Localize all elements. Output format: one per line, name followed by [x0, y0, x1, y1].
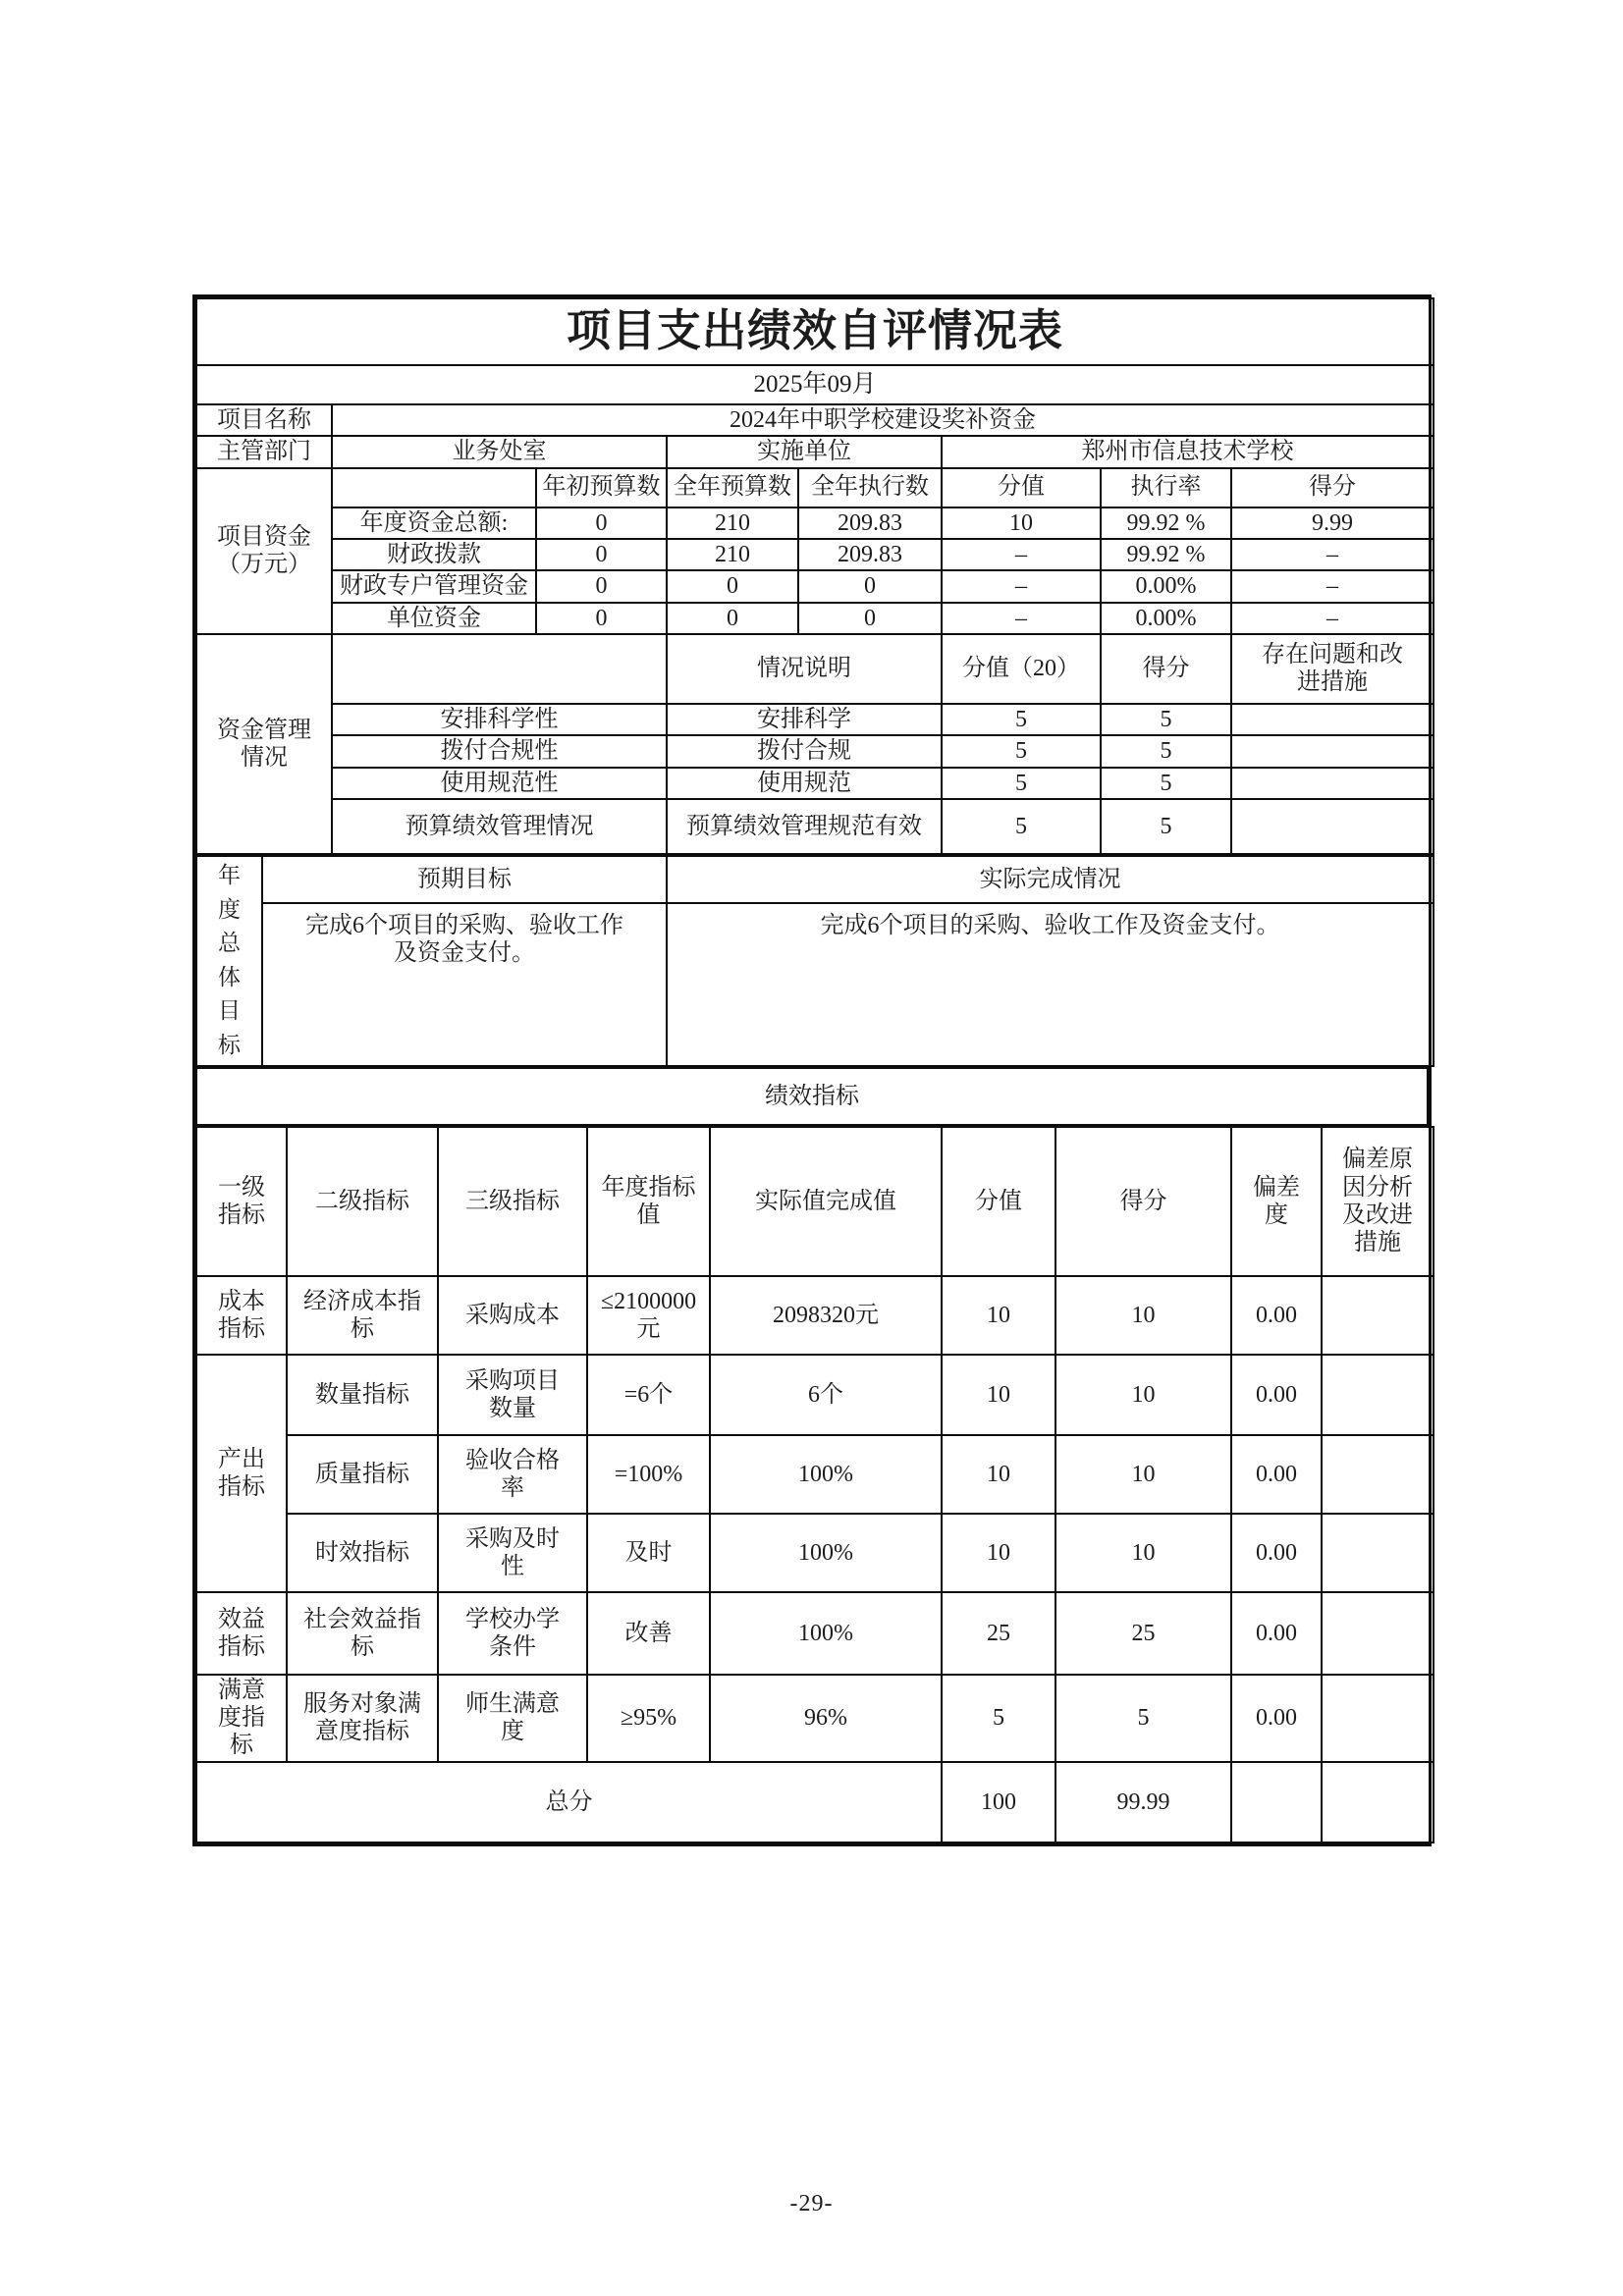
total-label: 总分 [196, 1762, 942, 1842]
management-header-issues-text: 存在问题和改进措施 [1262, 642, 1403, 696]
indicator-level2 [287, 1276, 438, 1355]
management-row-name: 使用规范性 [332, 768, 667, 799]
total-deviation-empty [1231, 1762, 1322, 1842]
header-and-funds-table [195, 297, 1434, 855]
report-date: 2025年09月 [196, 365, 1434, 404]
management-section-label-text: 资金管理情况 [217, 717, 311, 771]
indicator-score-value: 10 [942, 1276, 1055, 1355]
management-header-score-value: 分值（20） [942, 634, 1101, 704]
implementing-unit-label: 实施单位 [667, 436, 942, 467]
fund-annual-budget: 0 [667, 603, 798, 634]
indicator-level2-text: 经济成本指标 [303, 1288, 421, 1342]
indicator-target [587, 1276, 710, 1355]
management-row-score-value: 5 [942, 704, 1101, 735]
management-row-score: 5 [1101, 735, 1231, 767]
indicator-score: 10 [1055, 1514, 1231, 1592]
indicator-target [587, 1435, 710, 1514]
indicator-header-reason-text: 偏差原因分析及改进措施 [1342, 1147, 1413, 1256]
indicator-deviation: 0.00 [1231, 1355, 1322, 1435]
indicator-actual: 2098320元 [710, 1276, 942, 1355]
table-row [196, 704, 1434, 735]
indicator-target-text: ≤2100000元 [600, 1288, 697, 1342]
fund-annual-budget: 210 [667, 539, 798, 570]
indicators-banner: 绩效指标 [196, 1068, 1428, 1125]
table-row [196, 1592, 1434, 1675]
management-row-score: 5 [1101, 799, 1231, 854]
expected-goal-header: 预期目标 [262, 856, 667, 903]
indicator-target [587, 1355, 710, 1435]
indicators-banner-table [195, 1067, 1429, 1126]
indicator-reason [1322, 1435, 1434, 1514]
page-number: -29- [789, 2191, 834, 2216]
actual-completion-value: 完成6个项目的采购、验收工作及资金支付。 [667, 903, 1434, 1066]
indicator-level3 [438, 1675, 587, 1762]
indicator-score: 10 [1055, 1355, 1231, 1435]
expected-goal-value [262, 903, 667, 1066]
indicator-score-value: 25 [942, 1592, 1055, 1675]
indicator-level2 [287, 1675, 438, 1762]
indicator-level2 [287, 1435, 438, 1514]
fund-row-name: 财政专户管理资金 [332, 570, 536, 602]
fund-row-name: 财政拨款 [332, 539, 536, 570]
indicator-header-score: 得分 [1055, 1127, 1231, 1276]
fund-execution-rate: 0.00% [1101, 603, 1231, 634]
fund-score-value: – [942, 539, 1101, 570]
expected-goal-text: 完成6个项目的采购、验收工作及资金支付。 [305, 912, 623, 967]
management-row-score-value: 5 [942, 735, 1101, 767]
indicator-target-text: =6个 [623, 1381, 674, 1408]
funds-header-score: 得分 [1231, 468, 1434, 507]
funds-header-initial-budget: 年初预算数 [536, 468, 667, 507]
indicator-header-level2: 二级指标 [287, 1127, 438, 1276]
indicators-table [195, 1126, 1434, 1843]
indicator-reason [1322, 1675, 1434, 1762]
indicator-score: 10 [1055, 1435, 1231, 1514]
indicator-level2 [287, 1592, 438, 1675]
indicator-target [587, 1675, 710, 1762]
actual-completion-header: 实际完成情况 [667, 856, 1434, 903]
table-row [196, 507, 1434, 539]
table-row [196, 768, 1434, 799]
self-evaluation-form [192, 294, 1432, 1846]
indicator-level1-text: 产出指标 [218, 1446, 265, 1500]
indicator-reason [1322, 1276, 1434, 1355]
project-name-value: 2024年中职学校建设奖补资金 [332, 404, 1434, 436]
indicator-target-text: 及时 [624, 1539, 673, 1566]
indicator-reason [1322, 1355, 1434, 1435]
indicator-reason [1322, 1592, 1434, 1675]
fund-score-value: – [942, 570, 1101, 602]
department-label: 主管部门 [196, 436, 332, 467]
department-value: 业务处室 [332, 436, 667, 467]
indicator-score-value: 10 [942, 1514, 1055, 1592]
indicator-score: 25 [1055, 1592, 1231, 1675]
fund-initial-budget: 0 [536, 603, 667, 634]
indicator-level2 [287, 1355, 438, 1435]
funds-section-label-text: 项目资金（万元） [217, 523, 311, 578]
indicator-header-level3: 三级指标 [438, 1127, 587, 1276]
management-section-label [196, 634, 332, 854]
management-row-score-value: 5 [942, 768, 1101, 799]
fund-initial-budget: 0 [536, 539, 667, 570]
fund-annual-budget: 0 [667, 570, 798, 602]
management-header-issues [1231, 634, 1434, 704]
indicator-level3-text: 采购项目数量 [465, 1367, 560, 1421]
fund-initial-budget: 0 [536, 507, 667, 539]
funds-header-execution-rate: 执行率 [1101, 468, 1231, 507]
management-row-desc: 使用规范 [667, 768, 942, 799]
management-row-name: 拨付合规性 [332, 735, 667, 767]
indicator-deviation: 0.00 [1231, 1592, 1322, 1675]
indicator-score-value: 10 [942, 1355, 1055, 1435]
fund-row-name: 单位资金 [332, 603, 536, 634]
annual-goal-label [196, 856, 262, 1066]
management-row-score: 5 [1101, 704, 1231, 735]
document-title: 项目支出绩效自评情况表 [196, 298, 1434, 365]
fund-execution-rate: 0.00% [1101, 570, 1231, 602]
management-header-desc: 情况说明 [667, 634, 942, 704]
management-row-issues [1231, 799, 1434, 854]
indicator-target-text: =100% [614, 1461, 683, 1487]
funds-header-executed: 全年执行数 [798, 468, 942, 507]
total-score-value: 100 [942, 1762, 1055, 1842]
indicator-header-target-text: 年度指标值 [601, 1174, 696, 1228]
total-reason-empty [1322, 1762, 1434, 1842]
fund-execution-rate: 99.92 % [1101, 539, 1231, 570]
indicator-deviation: 0.00 [1231, 1514, 1322, 1592]
fund-score: – [1231, 603, 1434, 634]
table-row [196, 603, 1434, 634]
management-row-issues [1231, 768, 1434, 799]
management-row-issues [1231, 704, 1434, 735]
management-row-desc: 安排科学 [667, 704, 942, 735]
fund-row-name: 年度资金总额: [332, 507, 536, 539]
management-row-issues [1231, 735, 1434, 767]
fund-executed: 209.83 [798, 539, 942, 570]
indicator-header-deviation [1231, 1127, 1322, 1276]
table-row [196, 570, 1434, 602]
fund-score-value: – [942, 603, 1101, 634]
fund-score: – [1231, 570, 1434, 602]
indicator-level3-text: 师生满意度 [465, 1690, 560, 1745]
indicator-actual: 100% [710, 1592, 942, 1675]
indicator-level3 [438, 1435, 587, 1514]
table-row [196, 1675, 1434, 1762]
indicator-reason [1322, 1514, 1434, 1592]
fund-executed: 0 [798, 603, 942, 634]
indicator-target-text: 改善 [624, 1620, 673, 1646]
indicator-level2-text: 时效指标 [315, 1539, 409, 1566]
management-row-desc: 预算绩效管理规范有效 [667, 799, 942, 854]
fund-execution-rate: 99.92 % [1101, 507, 1231, 539]
indicator-level3-text: 采购成本 [465, 1302, 560, 1328]
funds-section-label [196, 468, 332, 634]
indicator-deviation: 0.00 [1231, 1276, 1322, 1355]
annual-goal-label-text: 年度总体目标 [218, 863, 241, 1057]
indicator-score-value: 10 [942, 1435, 1055, 1514]
management-row-name: 预算绩效管理情况 [332, 799, 667, 854]
management-header-empty-cell [332, 634, 667, 704]
total-score: 99.99 [1055, 1762, 1231, 1842]
funds-header-score-value: 分值 [942, 468, 1101, 507]
funds-header-empty-cell [332, 468, 536, 507]
indicator-header-reason [1322, 1127, 1434, 1276]
fund-score-value: 10 [942, 507, 1101, 539]
indicator-header-score-value: 分值 [942, 1127, 1055, 1276]
indicator-level3-text: 采购及时性 [465, 1525, 560, 1579]
indicator-level2-text: 质量指标 [315, 1461, 409, 1487]
indicator-level3 [438, 1355, 587, 1435]
indicator-actual: 96% [710, 1675, 942, 1762]
implementing-unit-value: 郑州市信息技术学校 [942, 436, 1434, 467]
indicator-target [587, 1514, 710, 1592]
total-row [196, 1762, 1434, 1842]
indicator-score: 5 [1055, 1675, 1231, 1762]
table-row [196, 1514, 1434, 1592]
indicator-level3 [438, 1514, 587, 1592]
fund-executed: 209.83 [798, 507, 942, 539]
indicator-actual: 100% [710, 1514, 942, 1592]
indicator-level3-text: 验收合格率 [465, 1447, 560, 1501]
indicator-header-actual: 实际值完成值 [710, 1127, 942, 1276]
table-row [196, 799, 1434, 854]
annual-goal-table [195, 855, 1434, 1067]
management-row-name: 安排科学性 [332, 704, 667, 735]
indicator-level3 [438, 1276, 587, 1355]
indicator-score-value: 5 [942, 1675, 1055, 1762]
fund-executed: 0 [798, 570, 942, 602]
indicator-level2-text: 社会效益指标 [303, 1606, 421, 1660]
fund-score: 9.99 [1231, 507, 1434, 539]
table-row [196, 1355, 1434, 1435]
table-row [196, 1435, 1434, 1514]
table-row [196, 735, 1434, 767]
fund-initial-budget: 0 [536, 570, 667, 602]
management-row-score: 5 [1101, 768, 1231, 799]
indicator-level3-text: 学校办学条件 [465, 1606, 560, 1660]
indicator-target [587, 1592, 710, 1675]
fund-score: – [1231, 539, 1434, 570]
indicator-header-level1 [196, 1127, 287, 1276]
indicator-level3 [438, 1592, 587, 1675]
indicator-actual: 6个 [710, 1355, 942, 1435]
indicator-level2-text: 服务对象满意度指标 [303, 1690, 421, 1745]
indicator-level1 [196, 1355, 287, 1592]
funds-header-annual-budget: 全年预算数 [667, 468, 798, 507]
management-row-desc: 拨付合规 [667, 735, 942, 767]
indicator-level2 [287, 1514, 438, 1592]
indicator-level1 [196, 1276, 287, 1355]
management-row-score-value: 5 [942, 799, 1101, 854]
indicator-level1-text: 效益指标 [218, 1606, 265, 1660]
table-row [196, 1276, 1434, 1355]
table-row [196, 539, 1434, 570]
project-name-label: 项目名称 [196, 404, 332, 436]
indicator-header-level1-text: 一级指标 [218, 1174, 265, 1228]
indicator-header-target [587, 1127, 710, 1276]
indicator-header-deviation-text: 偏差度 [1253, 1174, 1300, 1228]
indicator-level2-text: 数量指标 [315, 1381, 409, 1408]
indicator-level1 [196, 1592, 287, 1675]
indicator-level1 [196, 1675, 287, 1762]
indicator-deviation: 0.00 [1231, 1675, 1322, 1762]
indicator-deviation: 0.00 [1231, 1435, 1322, 1514]
indicator-level1-text: 成本指标 [218, 1288, 265, 1342]
indicator-level1-text: 满意度指标 [218, 1677, 265, 1759]
indicator-actual: 100% [710, 1435, 942, 1514]
indicator-score: 10 [1055, 1276, 1231, 1355]
fund-annual-budget: 210 [667, 507, 798, 539]
management-header-score: 得分 [1101, 634, 1231, 704]
indicator-target-text: ≥95% [620, 1705, 677, 1732]
